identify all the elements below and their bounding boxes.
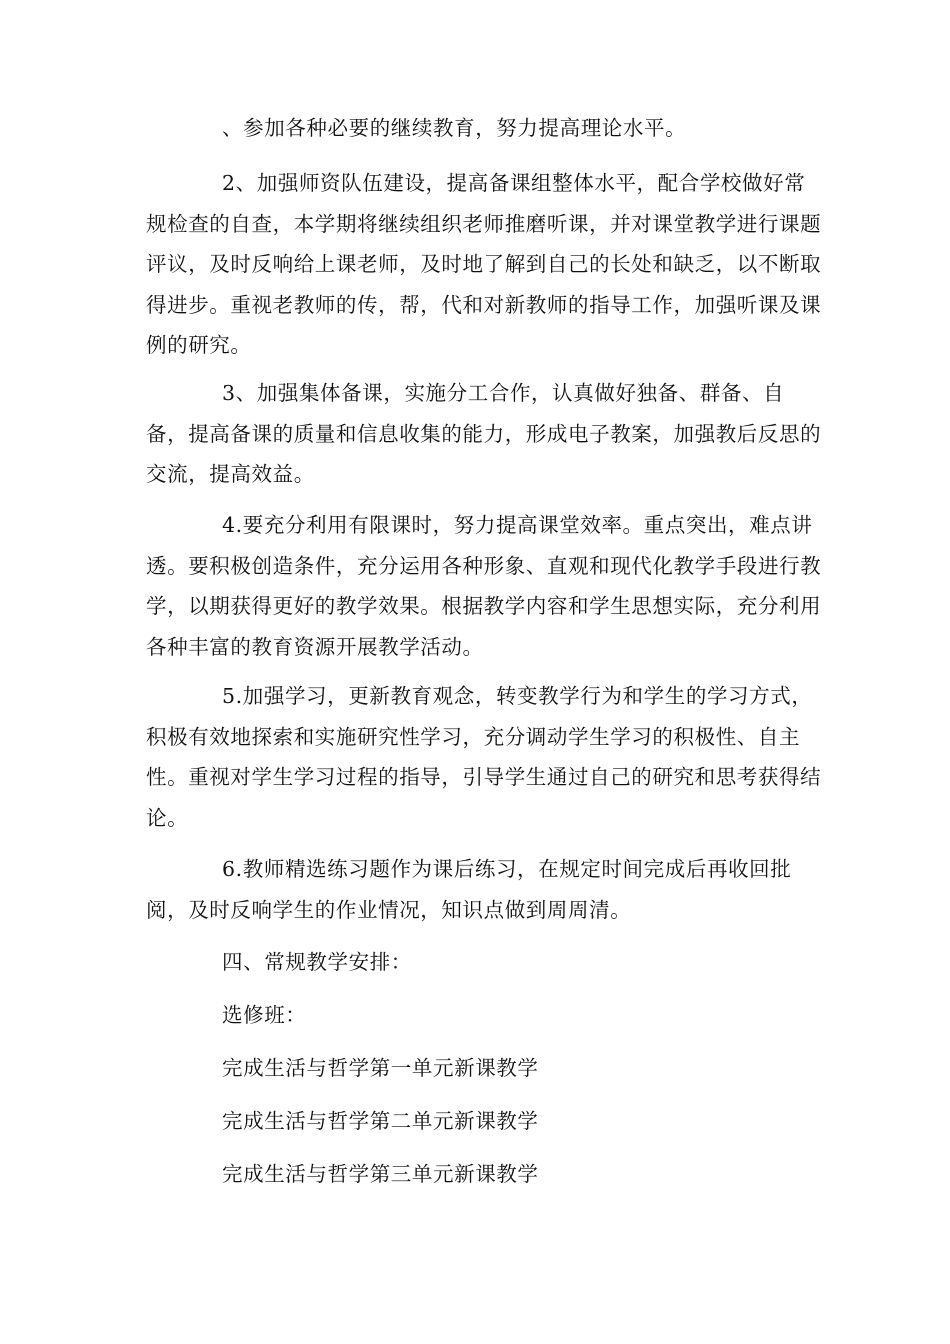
paragraph-item-4: 4.要充分利用有限课时，努力提高课堂效率。重点突出，难点讲透。要积极创造条件，充分运用各种形象、直观和现代化教学手段进行教学，以期获得更好的教学效果。根据教学内容和学生思想实际，充分利用各种丰富的教育资源开展教学活动。 — [146, 513, 822, 659]
section-heading: 四、常规教学安排： — [222, 950, 412, 974]
paragraph-item-6: 6.教师精选练习题作为课后练习，在规定时间完成后再收回批阅，及时反响学生的作业情况，知识点做到周周清。 — [146, 857, 792, 922]
paragraph-item-5: 5.加强学习，更新教育观念，转变教学行为和学生的学习方式，积极有效地探索和实施研究性学习，充分调动学生学习的积极性、自主性。重视对学生学习过程的指导，引导学生通过自己的研究和思考获得结论。 — [146, 684, 822, 830]
schedule-item: 完成生活与哲学第一单元新课教学 — [222, 1056, 539, 1080]
paragraph-item-3: 3、加强集体备课，实施分工合作，认真做好独备、群备、自备，提高备课的质量和信息收集的能力，形成电子教案，加强教后反思的交流，提高效益。 — [146, 381, 822, 486]
paragraph-item-2: 2、加强师资队伍建设，提高备课组整体水平，配合学校做好常规检查的自查，本学期将继续组织老师推磨听课，并对课堂教学进行课题评议，及时反响给上课老师，及时地了解到自己的长处和缺乏，以不断取得进步。重视老教师的传，帮，代和对新教师的指导工作，加强听课及课例的研究。 — [146, 171, 822, 357]
schedule-item: 完成生活与哲学第二单元新课教学 — [222, 1109, 539, 1133]
paragraph-continuing-education: 、参加各种必要的继续教育，努力提高理论水平。 — [222, 116, 687, 140]
class-label: 选修班： — [222, 1003, 307, 1027]
schedule-item: 完成生活与哲学第三单元新课教学 — [222, 1162, 539, 1186]
